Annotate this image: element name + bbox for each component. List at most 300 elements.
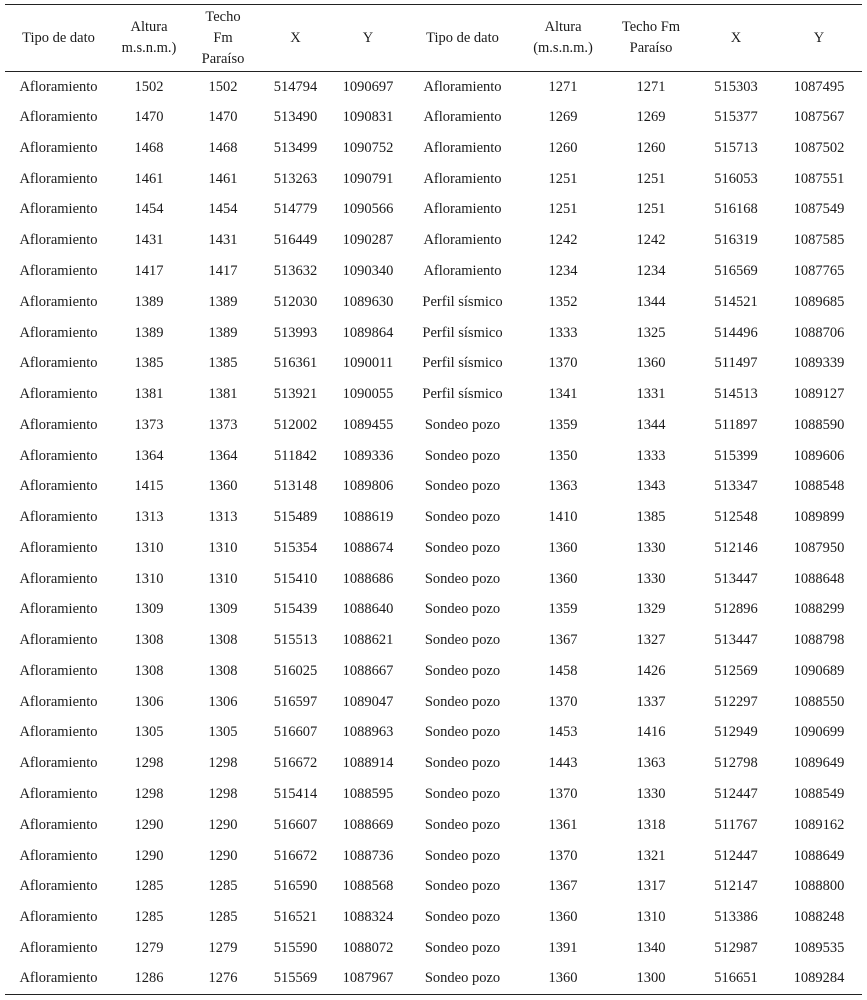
table-cell: Afloramiento: [19, 878, 98, 895]
table-cell: 1361: [548, 816, 578, 833]
table-cell: 1313: [134, 509, 164, 526]
column-header: [405, 5, 520, 72]
table-cell: 515489: [273, 509, 318, 526]
table-cell: 1417: [134, 262, 164, 279]
table-cell: 1088548: [793, 478, 845, 495]
table-cell: 1242: [548, 232, 578, 249]
table-cell: 516569: [714, 262, 758, 279]
table-row: [5, 687, 862, 718]
table-cell: 1088736: [342, 847, 394, 864]
table-cell: 1090287: [342, 232, 394, 249]
table-cell: Sondeo pozo: [424, 909, 501, 926]
table-row: [5, 441, 862, 472]
table-cell: 1089806: [342, 478, 394, 495]
table-cell: 515590: [273, 939, 318, 956]
table-cell: 1363: [636, 755, 666, 772]
table-cell: 516168: [714, 201, 758, 218]
table-cell: Afloramiento: [19, 201, 98, 218]
table-cell: 1389: [208, 324, 238, 341]
table-cell: Afloramiento: [19, 755, 98, 772]
table-cell: 515377: [714, 109, 758, 126]
table-body: [5, 72, 862, 995]
column-header-line: X: [290, 29, 301, 46]
table-cell: 1087551: [793, 170, 845, 187]
table-cell: 513499: [273, 139, 318, 156]
table-cell: Afloramiento: [19, 939, 98, 956]
table-row: [5, 718, 862, 749]
table-cell: Afloramiento: [19, 693, 98, 710]
table-cell: 1260: [636, 139, 666, 156]
table-cell: 1381: [134, 386, 164, 403]
table-cell: Afloramiento: [19, 909, 98, 926]
table-cell: 1333: [548, 324, 578, 341]
table-cell: 1502: [134, 78, 164, 95]
table-cell: 512798: [714, 755, 758, 772]
table-cell: Afloramiento: [19, 509, 98, 526]
table-cell: 514513: [714, 386, 758, 403]
table-cell: 1360: [208, 478, 238, 495]
table-cell: 1269: [548, 109, 578, 126]
table-cell: Sondeo pozo: [424, 509, 501, 526]
table-cell: Sondeo pozo: [424, 755, 501, 772]
table-cell: 1251: [636, 170, 666, 187]
table-cell: 512146: [714, 539, 758, 556]
table-cell: 1317: [636, 878, 666, 895]
table-cell: 1089336: [342, 447, 394, 464]
table-cell: 1454: [134, 201, 164, 218]
table-cell: 1089047: [342, 693, 394, 710]
table-cell: 1343: [636, 478, 666, 495]
table-cell: Sondeo pozo: [424, 724, 501, 741]
table-cell: 1330: [636, 539, 666, 556]
table-cell: 1242: [636, 232, 666, 249]
table-cell: 512548: [714, 509, 758, 526]
table-cell: 1370: [548, 693, 578, 710]
table-cell: 1359: [548, 601, 578, 618]
table-cell: Sondeo pozo: [424, 601, 501, 618]
table-cell: Sondeo pozo: [424, 447, 501, 464]
column-header-line: (m.s.n.m.): [533, 40, 593, 56]
table-cell: 1458: [548, 662, 578, 679]
table-cell: Afloramiento: [423, 232, 502, 249]
table-cell: 512147: [714, 878, 758, 895]
table-row: [5, 133, 862, 164]
table-cell: 1298: [208, 785, 238, 802]
table-cell: 515399: [714, 447, 758, 464]
table-cell: 1385: [134, 355, 164, 372]
table-cell: Sondeo pozo: [424, 416, 501, 433]
table-cell: 1364: [134, 447, 164, 464]
table-cell: Afloramiento: [19, 570, 98, 587]
table-cell: 1461: [208, 170, 238, 187]
table-cell: 1279: [208, 939, 238, 956]
table-cell: Afloramiento: [423, 170, 502, 187]
table-row: [5, 656, 862, 687]
column-header: [776, 5, 862, 72]
column-header-line: Tipo de dato: [426, 29, 499, 46]
table-cell: 1089162: [793, 816, 845, 833]
table-row: [5, 625, 862, 656]
table-cell: 1415: [134, 478, 164, 495]
table-cell: 1090791: [342, 170, 394, 187]
column-header-line: Y: [362, 29, 374, 46]
table-cell: 516521: [273, 909, 318, 926]
table-cell: 1431: [208, 232, 238, 249]
table-cell: 516449: [273, 232, 318, 249]
table-cell: 513490: [273, 109, 318, 126]
table-cell: 1088648: [793, 570, 845, 587]
table-cell: Sondeo pozo: [424, 693, 501, 710]
table-cell: 1344: [636, 416, 666, 433]
table-cell: Afloramiento: [19, 232, 98, 249]
table-cell: 512896: [714, 601, 758, 618]
table-cell: 516672: [273, 847, 318, 864]
table-cell: 514779: [273, 201, 318, 218]
table-cell: 1385: [636, 509, 666, 526]
table-row: [5, 379, 862, 410]
table-cell: 1410: [548, 509, 578, 526]
table-cell: 1286: [134, 970, 164, 987]
table-cell: 1389: [208, 293, 238, 310]
table-cell: 1300: [636, 970, 666, 987]
table-row: [5, 533, 862, 564]
table-cell: 1088595: [342, 785, 394, 802]
table-cell: 512949: [714, 724, 758, 741]
table-cell: 514794: [273, 78, 318, 95]
table-cell: 1333: [636, 447, 666, 464]
table-cell: 1088674: [342, 539, 394, 556]
table-cell: 1367: [548, 632, 578, 649]
table-row: [5, 348, 862, 379]
table-cell: 1360: [548, 539, 578, 556]
table-cell: Sondeo pozo: [424, 939, 501, 956]
table-cell: 1089455: [342, 416, 394, 433]
table-cell: 1431: [134, 232, 164, 249]
table-cell: Sondeo pozo: [424, 570, 501, 587]
table-cell: 1285: [208, 909, 238, 926]
table-row: [5, 164, 862, 195]
column-header-line: Altura: [544, 19, 582, 35]
table-cell: 515569: [273, 970, 318, 987]
table-row: [5, 72, 862, 103]
table-cell: 1310: [208, 570, 238, 587]
table-cell: Afloramiento: [19, 724, 98, 741]
table-cell: 1090831: [342, 109, 394, 126]
table-cell: 1470: [134, 109, 164, 126]
table-cell: 515303: [714, 78, 758, 95]
table-cell: 514496: [714, 324, 758, 341]
table-cell: 1454: [208, 201, 238, 218]
table-cell: 1308: [208, 632, 238, 649]
table-cell: 1088649: [793, 847, 845, 864]
table-cell: 1305: [208, 724, 238, 741]
table-cell: 1330: [636, 785, 666, 802]
table-cell: 1373: [134, 416, 164, 433]
table-row: [5, 871, 862, 902]
table-cell: 1331: [636, 386, 666, 403]
table-cell: 513447: [714, 570, 758, 587]
table-cell: 1088963: [342, 724, 394, 741]
column-header-line: Paraíso: [201, 50, 245, 67]
table-cell: Afloramiento: [19, 109, 98, 126]
table-cell: 1298: [134, 785, 164, 802]
table-cell: Sondeo pozo: [424, 816, 501, 833]
table-cell: 1363: [548, 478, 578, 495]
table-cell: Afloramiento: [19, 355, 98, 372]
table-cell: 1502: [208, 78, 238, 95]
table-cell: 1271: [548, 78, 578, 95]
table-cell: 1470: [208, 109, 238, 126]
table-cell: 513386: [714, 909, 758, 926]
column-header-line: X: [730, 29, 742, 46]
table-cell: 1310: [636, 909, 666, 926]
table-cell: 1308: [134, 662, 164, 679]
table-cell: Afloramiento: [19, 816, 98, 833]
table-cell: 1359: [548, 416, 578, 433]
column-header-line: m.s.n.m.): [121, 40, 177, 56]
table-row: [5, 933, 862, 964]
table-cell: Afloramiento: [19, 847, 98, 864]
table-cell: Afloramiento: [19, 386, 98, 403]
table-cell: 512987: [714, 939, 758, 956]
table-cell: 1290: [134, 816, 164, 833]
table-cell: 1308: [134, 632, 164, 649]
table-cell: 512447: [714, 847, 758, 864]
table-cell: 1088667: [342, 662, 394, 679]
table-cell: 515513: [273, 632, 318, 649]
table-cell: 1090752: [342, 139, 394, 156]
table-cell: 515713: [714, 139, 758, 156]
table-cell: 516053: [714, 170, 758, 187]
table-cell: 1308: [208, 662, 238, 679]
table-cell: 1089649: [793, 755, 845, 772]
table-cell: 513632: [273, 262, 318, 279]
table-cell: 1426: [636, 662, 666, 679]
table-cell: 1234: [548, 262, 578, 279]
table-cell: 1389: [134, 324, 164, 341]
table-cell: 1090689: [793, 662, 845, 679]
table-row: [5, 810, 862, 841]
table-cell: 512447: [714, 785, 758, 802]
table-cell: 1088619: [342, 509, 394, 526]
table-cell: Afloramiento: [19, 78, 98, 95]
table-cell: Sondeo pozo: [424, 662, 501, 679]
table-cell: 1088590: [793, 416, 845, 433]
table-cell: 1360: [548, 970, 578, 987]
table-row: [5, 102, 862, 133]
table-cell: 512002: [273, 416, 318, 433]
table-cell: 1090566: [342, 201, 394, 218]
table-cell: 513347: [714, 478, 758, 495]
column-header-line: Techo Fm: [621, 19, 681, 35]
column-header-line: Altura: [130, 19, 168, 35]
table-cell: 1364: [208, 447, 238, 464]
table-row: [5, 748, 862, 779]
table-cell: 1087495: [793, 78, 845, 95]
table-row: [5, 471, 862, 502]
table-cell: 1370: [548, 847, 578, 864]
column-header-line: Fm: [213, 29, 233, 46]
table-cell: 1285: [134, 878, 164, 895]
table-cell: 1087585: [793, 232, 845, 249]
table-cell: 1309: [134, 601, 164, 618]
column-header: [260, 5, 331, 72]
table-cell: 515414: [273, 785, 318, 802]
table-cell: 1088550: [793, 693, 845, 710]
table-cell: 515439: [273, 601, 318, 618]
table-cell: Sondeo pozo: [424, 632, 501, 649]
table-cell: 1089606: [793, 447, 845, 464]
table-cell: 1087567: [793, 109, 845, 126]
table-cell: 1468: [134, 139, 164, 156]
table-cell: 1313: [208, 509, 238, 526]
table-cell: 511897: [714, 416, 758, 433]
table-cell: 1318: [636, 816, 666, 833]
table-cell: Afloramiento: [423, 109, 502, 126]
table-cell: Perfil sísmico: [422, 355, 503, 372]
table-cell: 1090011: [342, 355, 394, 372]
table-row: [5, 195, 862, 226]
table-cell: 1298: [134, 755, 164, 772]
table-cell: 1087950: [793, 539, 845, 556]
table-cell: Afloramiento: [423, 78, 502, 95]
table-cell: Afloramiento: [19, 170, 98, 187]
table-cell: 1309: [208, 601, 238, 618]
column-header-line: Y: [813, 29, 825, 46]
table-cell: 1090340: [342, 262, 394, 279]
column-header: [186, 5, 260, 72]
table-cell: 1285: [208, 878, 238, 895]
table-cell: 1305: [134, 724, 164, 741]
table-cell: 516025: [273, 662, 318, 679]
table-cell: 512030: [273, 293, 318, 310]
table-row: [5, 256, 862, 287]
table-row: [5, 410, 862, 441]
table-cell: 1306: [134, 693, 164, 710]
table-cell: 1088798: [793, 632, 845, 649]
table-cell: 1276: [208, 970, 238, 987]
table-cell: 1234: [636, 262, 666, 279]
table-cell: 1088800: [793, 878, 845, 895]
column-header-line: Tipo de dato: [22, 29, 95, 46]
table-cell: 516607: [273, 816, 318, 833]
table-cell: 516590: [273, 878, 318, 895]
table-cell: 1088072: [342, 939, 394, 956]
table-cell: 516607: [273, 724, 318, 741]
table-cell: 1088568: [342, 878, 394, 895]
table-cell: 1321: [636, 847, 666, 864]
table-cell: 1337: [636, 693, 666, 710]
table-cell: 1088706: [793, 324, 845, 341]
table-cell: 1325: [636, 324, 666, 341]
table-cell: 1089685: [793, 293, 845, 310]
column-header: [5, 5, 112, 72]
table-cell: 1340: [636, 939, 666, 956]
table-cell: 1088248: [793, 909, 845, 926]
table-cell: 1381: [208, 386, 238, 403]
table-cell: Afloramiento: [19, 139, 98, 156]
table-cell: 1298: [208, 755, 238, 772]
table-cell: 516361: [273, 355, 318, 372]
table-cell: 1087549: [793, 201, 845, 218]
table-cell: 1089284: [793, 970, 845, 987]
table-cell: 513993: [273, 324, 318, 341]
table-cell: 1251: [548, 170, 578, 187]
table-cell: Afloramiento: [19, 539, 98, 556]
table-cell: Afloramiento: [423, 262, 502, 279]
table-cell: 1468: [208, 139, 238, 156]
column-header: [696, 5, 776, 72]
table-cell: 1391: [548, 939, 578, 956]
table-cell: 1453: [548, 724, 578, 741]
table-cell: 512297: [714, 693, 758, 710]
table-cell: 1329: [636, 601, 666, 618]
table-cell: Afloramiento: [19, 785, 98, 802]
table-cell: 1360: [548, 570, 578, 587]
table-cell: 1088686: [342, 570, 394, 587]
table-cell: 1088669: [342, 816, 394, 833]
table-cell: 1251: [636, 201, 666, 218]
table-cell: Perfil sísmico: [422, 324, 503, 341]
header-row: [5, 5, 862, 72]
table-cell: 513447: [714, 632, 758, 649]
table-cell: Afloramiento: [19, 662, 98, 679]
table-cell: 1089535: [793, 939, 845, 956]
table-cell: Afloramiento: [19, 478, 98, 495]
table-cell: 1090699: [793, 724, 845, 741]
table-cell: Afloramiento: [19, 970, 98, 987]
table-cell: 1089630: [342, 293, 394, 310]
table-cell: 515354: [273, 539, 318, 556]
table-cell: 1279: [134, 939, 164, 956]
table-row: [5, 779, 862, 810]
column-header: [520, 5, 606, 72]
column-header: [112, 5, 186, 72]
table-cell: 1360: [548, 909, 578, 926]
table-cell: 1350: [548, 447, 578, 464]
table-cell: 516651: [714, 970, 758, 987]
table-cell: 513263: [273, 170, 318, 187]
table-cell: 1310: [134, 570, 164, 587]
table-cell: 1367: [548, 878, 578, 895]
table-row: [5, 287, 862, 318]
table-cell: Afloramiento: [19, 632, 98, 649]
table-cell: 511842: [274, 447, 317, 464]
table-cell: 1416: [636, 724, 666, 741]
table-cell: 513921: [273, 386, 318, 403]
column-header: [606, 5, 696, 72]
table-cell: 1290: [134, 847, 164, 864]
table-cell: 1271: [636, 78, 666, 95]
table-cell: Sondeo pozo: [424, 478, 501, 495]
table-cell: 1370: [548, 355, 578, 372]
table-cell: Afloramiento: [19, 293, 98, 310]
table-cell: 1088621: [342, 632, 394, 649]
table-cell: 1089339: [793, 355, 845, 372]
table-cell: Afloramiento: [19, 601, 98, 618]
column-header-line: Paraíso: [629, 40, 673, 56]
table-row: [5, 225, 862, 256]
table-cell: 1269: [636, 109, 666, 126]
table-cell: 1389: [134, 293, 164, 310]
table-cell: Sondeo pozo: [424, 785, 501, 802]
table-cell: 1443: [548, 755, 578, 772]
table-cell: 1088549: [793, 785, 845, 802]
table-cell: Perfil sísmico: [422, 386, 503, 403]
table-cell: 1360: [636, 355, 666, 372]
table-row: [5, 902, 862, 933]
table-cell: 1089899: [793, 509, 845, 526]
